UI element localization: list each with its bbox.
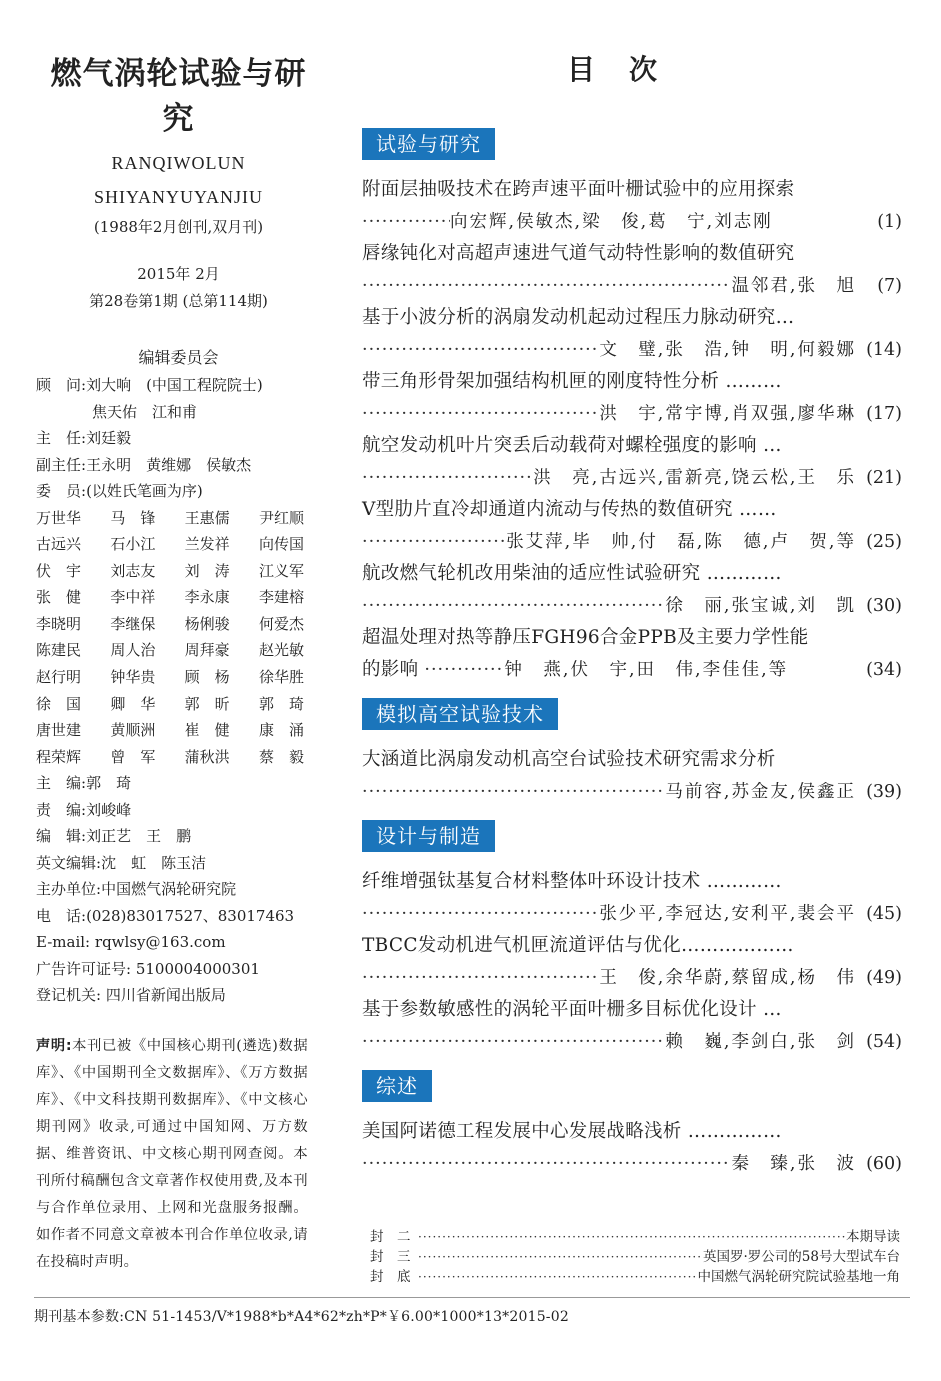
article-entry[interactable] bbox=[362, 744, 902, 808]
member: 兰发祥 bbox=[184, 535, 230, 554]
member: 唐世建 bbox=[36, 721, 82, 740]
member: 江义军 bbox=[258, 561, 304, 580]
phone-row bbox=[36, 903, 321, 930]
cover-label: 封 三 bbox=[370, 1249, 411, 1265]
cover-label: 封 二 bbox=[370, 1229, 411, 1245]
copyright-notice bbox=[36, 1033, 308, 1276]
member: 古远兴 bbox=[36, 535, 82, 554]
article-entry[interactable] bbox=[362, 558, 902, 622]
journal-title: 燃气涡轮试验与研究 bbox=[50, 56, 307, 137]
cover-text: 中国燃气涡轮研究院试验基地一角 bbox=[697, 1269, 900, 1285]
cover-label: 封 底 bbox=[370, 1269, 411, 1285]
article-byline bbox=[362, 270, 902, 302]
article-entry[interactable] bbox=[362, 622, 902, 686]
host: 中国燃气涡轮研究院 bbox=[101, 880, 237, 899]
members-row-6 bbox=[36, 637, 304, 664]
member: 赵行明 bbox=[36, 668, 82, 687]
member: 赵光敏 bbox=[258, 641, 304, 660]
table-of-contents bbox=[362, 128, 902, 1180]
leader-dots bbox=[362, 398, 599, 430]
article-authors: 马前容,苏金友,侯鑫正 bbox=[665, 782, 856, 802]
page-number: (54) bbox=[866, 1032, 902, 1052]
article-authors: 张少平,李冠达,安利平,裴会平 bbox=[599, 904, 856, 924]
article-authors: 徐 丽,张宝诚,刘 凯 bbox=[665, 596, 856, 616]
member: 石小江 bbox=[110, 535, 156, 554]
member: 向传国 bbox=[258, 535, 304, 554]
member: 王惠儒 bbox=[184, 508, 230, 527]
page-number: (30) bbox=[866, 596, 902, 616]
phone: (028)83017527、83017463 bbox=[86, 906, 295, 925]
email: rqwlsy@163.com bbox=[94, 933, 226, 952]
issue-date: 2015年 2月 bbox=[137, 265, 220, 283]
deputy-label: 副主任: bbox=[36, 455, 87, 474]
leader-dots bbox=[418, 1267, 698, 1287]
article-authors: 张艾萍,毕 帅,付 磊,陈 德,卢 贺,等 bbox=[506, 532, 856, 552]
member: 陈建民 bbox=[36, 641, 82, 660]
cover-note bbox=[370, 1227, 900, 1247]
member: 钟华贵 bbox=[110, 668, 156, 687]
member: 程荣辉 bbox=[36, 747, 82, 766]
article-entry[interactable] bbox=[362, 994, 902, 1058]
article-authors: 秦 臻,张 波 bbox=[731, 1154, 856, 1174]
editorial-board-heading: 编辑委员会 bbox=[138, 348, 219, 367]
article-authors: 文 璧,张 浩,钟 明,何毅娜 bbox=[599, 340, 856, 360]
members-row-7 bbox=[36, 664, 304, 691]
page-number: (21) bbox=[866, 468, 902, 488]
license-row bbox=[36, 956, 321, 983]
member: 刘志友 bbox=[110, 561, 156, 580]
member: 李晓明 bbox=[36, 614, 82, 633]
leader-dots bbox=[418, 1247, 703, 1267]
article-byline bbox=[362, 206, 902, 238]
email-row bbox=[36, 929, 321, 956]
member: 尹红顺 bbox=[258, 508, 304, 527]
article-authors: 王 俊,余华蔚,蔡留成,杨 伟 bbox=[599, 968, 856, 988]
resp-editor-label: 责 编: bbox=[36, 800, 87, 819]
leader-dots bbox=[418, 1227, 846, 1247]
article-title: TBCC发动机进气机匣流道评估与优化……………… bbox=[362, 935, 794, 956]
member: 李永康 bbox=[184, 588, 230, 607]
page-number: (39) bbox=[866, 782, 902, 802]
english-editors: 沈 虹 陈玉洁 bbox=[101, 853, 207, 872]
article-title: 唇缘钝化对高超声速进气道气动特性影响的数值研究 bbox=[362, 243, 795, 264]
leader-dots bbox=[362, 270, 731, 302]
member: 卿 华 bbox=[110, 694, 156, 713]
member: 徐华胜 bbox=[258, 668, 304, 687]
english-editors-row bbox=[36, 850, 321, 877]
members-row-9 bbox=[36, 717, 304, 744]
issue-volume: 第28卷第1期 (总第114期) bbox=[89, 292, 268, 310]
member: 蒲秋洪 bbox=[184, 747, 230, 766]
member: 万世华 bbox=[36, 508, 82, 527]
leader-dots bbox=[362, 526, 506, 558]
member: 郭 琦 bbox=[258, 694, 304, 713]
section-header: 设计与制造 bbox=[362, 820, 495, 852]
journal-pinyin-2: SHIYANYUYANJIU bbox=[93, 187, 263, 207]
editors-label: 编 辑: bbox=[36, 827, 87, 846]
member: 徐 国 bbox=[36, 694, 82, 713]
leader-dots bbox=[362, 962, 599, 994]
member: 郭 昕 bbox=[184, 694, 230, 713]
article-title-continuation: 的影响 bbox=[362, 659, 419, 680]
advisors-row bbox=[36, 372, 321, 399]
license: 5100004000301 bbox=[135, 959, 260, 978]
article-title: 附面层抽吸技术在跨声速平面叶栅试验中的应用探索 bbox=[362, 179, 795, 200]
article-byline bbox=[362, 1148, 902, 1180]
member: 李继保 bbox=[110, 614, 156, 633]
phone-label: 电 话: bbox=[36, 906, 87, 925]
notice-label: 声明: bbox=[36, 1037, 72, 1054]
director-label: 主 任: bbox=[36, 429, 87, 447]
leader-dots bbox=[362, 206, 450, 238]
editors: 刘正艺 王 鹏 bbox=[86, 827, 192, 846]
member: 崔 健 bbox=[184, 721, 230, 740]
article-title: 航改燃气轮机改用柴油的适应性试验研究 ………… bbox=[362, 563, 782, 584]
cover-text: 英国罗·罗公司的58号大型试车台 bbox=[703, 1249, 900, 1265]
members-row-5 bbox=[36, 611, 304, 638]
leader-dots bbox=[362, 776, 665, 808]
advisors-row-2 bbox=[36, 399, 321, 426]
member: 顾 杨 bbox=[184, 668, 230, 687]
editors-row bbox=[36, 823, 321, 850]
article-authors: 赖 巍,李剑白,张 剑 bbox=[665, 1032, 856, 1052]
journal-parameters: 期刊基本参数:CN 51-1453/V*1988*b*A4*62*zh*P*￥6.00*1000*13*2015-02 bbox=[34, 1309, 569, 1325]
article-title: 美国阿诺德工程发展中心发展战略浅析 …………… bbox=[362, 1121, 782, 1142]
toc-heading: 目次 bbox=[567, 53, 692, 86]
page-number: (25) bbox=[866, 532, 902, 552]
chief-editor-row bbox=[36, 770, 321, 797]
section-header: 综述 bbox=[362, 1070, 432, 1102]
article-entry[interactable] bbox=[362, 930, 902, 994]
leader-dots bbox=[362, 334, 599, 366]
article-authors: 温邻君,张 旭 bbox=[731, 276, 856, 296]
article-byline bbox=[362, 898, 902, 930]
member: 刘 涛 bbox=[184, 561, 230, 580]
article-authors: 洪 亮,古远兴,雷新亮,饶云松,王 乐 bbox=[533, 468, 856, 488]
members-row-8 bbox=[36, 691, 304, 718]
member: 黄顺洲 bbox=[110, 721, 156, 740]
chief-editor-label: 主 编: bbox=[36, 774, 87, 793]
leader-dots bbox=[362, 590, 665, 622]
members-row-2 bbox=[36, 531, 304, 558]
member: 周拜豪 bbox=[184, 641, 230, 660]
resp-editor-row bbox=[36, 797, 321, 824]
cover-note bbox=[370, 1247, 900, 1267]
director: 刘廷毅 bbox=[86, 429, 132, 447]
member: 何爱杰 bbox=[258, 614, 304, 633]
members-row-10 bbox=[36, 744, 304, 771]
article-byline bbox=[362, 526, 902, 558]
article-byline bbox=[362, 962, 902, 994]
article-entry[interactable] bbox=[362, 238, 902, 302]
member: 李建榕 bbox=[258, 588, 304, 607]
page-number: (1) bbox=[877, 212, 902, 232]
article-title: 基于小波分析的涡扇发动机起动过程压力脉动研究… bbox=[362, 307, 795, 328]
member: 康 涌 bbox=[258, 721, 304, 740]
director-row bbox=[36, 425, 321, 452]
article-byline bbox=[362, 1026, 902, 1058]
leader-dots bbox=[362, 1026, 665, 1058]
article-entry[interactable] bbox=[362, 494, 902, 558]
member: 杨俐骏 bbox=[184, 614, 230, 633]
member: 伏 宇 bbox=[36, 561, 82, 580]
article-byline bbox=[362, 776, 902, 808]
members-row-4 bbox=[36, 584, 304, 611]
member: 周人治 bbox=[110, 641, 156, 660]
article-entry[interactable] bbox=[362, 366, 902, 430]
footer-divider bbox=[34, 1297, 910, 1298]
founded-note: (1988年2月创刊,双月刊) bbox=[93, 218, 264, 236]
article-byline bbox=[362, 654, 902, 686]
article-entry[interactable] bbox=[362, 302, 902, 366]
leader-dots bbox=[424, 654, 504, 686]
article-entry[interactable] bbox=[362, 174, 902, 238]
leader-dots bbox=[362, 1148, 731, 1180]
advisors-2: 焦天佑 江和甫 bbox=[92, 402, 198, 421]
english-editors-label: 英文编辑: bbox=[36, 853, 102, 872]
article-authors: 洪 宇,常宇博,肖双强,廖华琳 bbox=[599, 404, 856, 424]
section-header: 模拟高空试验技术 bbox=[362, 698, 558, 730]
member: 蔡 毅 bbox=[258, 747, 304, 766]
cover-note bbox=[370, 1267, 900, 1287]
page-number: (14) bbox=[866, 340, 902, 360]
article-authors: 向宏辉,侯敏杰,梁 俊,葛 宁,刘志刚 bbox=[450, 212, 773, 232]
article-title: 大涵道比涡扇发动机高空台试验技术研究需求分析 bbox=[362, 749, 776, 770]
notice-text: 本刊已被《中国核心期刊(遴选)数据库》、《中国期刊全文数据库》、《万方数据库》、《中文科技期刊数据库》、《中文核心期刊网》收录,可通过中国知网、万方数据、维普资讯、中文核心期刊网查阅。本刊所付稿酬包含文章著作权使用费,及本刊与合作单位录用、上网和光盘服务报酬。如作者不同意文章被本刊合作单位收录,请在投稿时声明。 bbox=[36, 1037, 308, 1270]
members-label: 委 员: bbox=[36, 482, 87, 500]
cover-notes bbox=[370, 1227, 900, 1287]
page-number: (45) bbox=[866, 904, 902, 924]
registration: 四川省新闻出版局 bbox=[105, 986, 226, 1005]
article-byline bbox=[362, 398, 902, 430]
article-byline bbox=[362, 334, 902, 366]
members-row-3 bbox=[36, 558, 304, 585]
article-byline bbox=[362, 590, 902, 622]
leader-dots bbox=[362, 898, 599, 930]
masthead-column bbox=[36, 48, 321, 1276]
license-label: 广告许可证号: bbox=[36, 959, 132, 978]
chief-editor: 郭 琦 bbox=[86, 774, 132, 793]
article-title: V型肋片直冷却通道内流动与传热的数值研究 …… bbox=[362, 499, 777, 520]
advisors-1: 刘大响 (中国工程院院士) bbox=[86, 376, 263, 394]
members-list bbox=[36, 505, 321, 771]
article-authors: 钟 燕,伏 宇,田 伟,李佳佳,等 bbox=[504, 660, 789, 680]
email-label: E-mail: bbox=[36, 933, 91, 952]
page-number: (49) bbox=[866, 968, 902, 988]
advisors-label: 顾 问: bbox=[36, 376, 87, 394]
registration-label: 登记机关: bbox=[36, 986, 102, 1005]
article-title: 纤维增强钛基复合材料整体叶环设计技术 ………… bbox=[362, 871, 782, 892]
registration-row bbox=[36, 982, 321, 1009]
page-number: (60) bbox=[866, 1154, 902, 1174]
leader-dots bbox=[362, 462, 533, 494]
cover-text: 本期导读 bbox=[846, 1229, 900, 1245]
members-note: (以姓氏笔画为序) bbox=[86, 482, 203, 500]
section-header: 试验与研究 bbox=[362, 128, 495, 160]
article-entry[interactable] bbox=[362, 866, 902, 930]
article-title: 超温处理对热等静压FGH96合金PPB及主要力学性能 bbox=[362, 627, 809, 648]
article-entry[interactable] bbox=[362, 1116, 902, 1180]
host-row bbox=[36, 876, 321, 903]
deputy: 王永明 黄维娜 侯敏杰 bbox=[86, 455, 252, 474]
journal-pinyin-1: RANQIWOLUN bbox=[111, 153, 246, 173]
host-label: 主办单位: bbox=[36, 880, 102, 899]
member: 马 锋 bbox=[110, 508, 156, 527]
member: 张 健 bbox=[36, 588, 82, 607]
members-row bbox=[36, 478, 321, 505]
page-number: (7) bbox=[877, 276, 902, 296]
article-title: 带三角形骨架加强结构机匣的刚度特性分析 ……… bbox=[362, 371, 782, 392]
page-number: (17) bbox=[866, 404, 902, 424]
article-title: 航空发动机叶片突丢后动载荷对螺栓强度的影响 … bbox=[362, 435, 782, 456]
resp-editor: 刘峻峰 bbox=[86, 800, 132, 819]
deputy-row bbox=[36, 452, 321, 479]
article-title: 基于参数敏感性的涡轮平面叶栅多目标优化设计 … bbox=[362, 999, 782, 1020]
article-byline bbox=[362, 462, 902, 494]
member: 李中祥 bbox=[110, 588, 156, 607]
page-number: (34) bbox=[866, 660, 902, 680]
member: 曾 军 bbox=[110, 747, 156, 766]
article-entry[interactable] bbox=[362, 430, 902, 494]
members-row-1 bbox=[36, 505, 304, 532]
